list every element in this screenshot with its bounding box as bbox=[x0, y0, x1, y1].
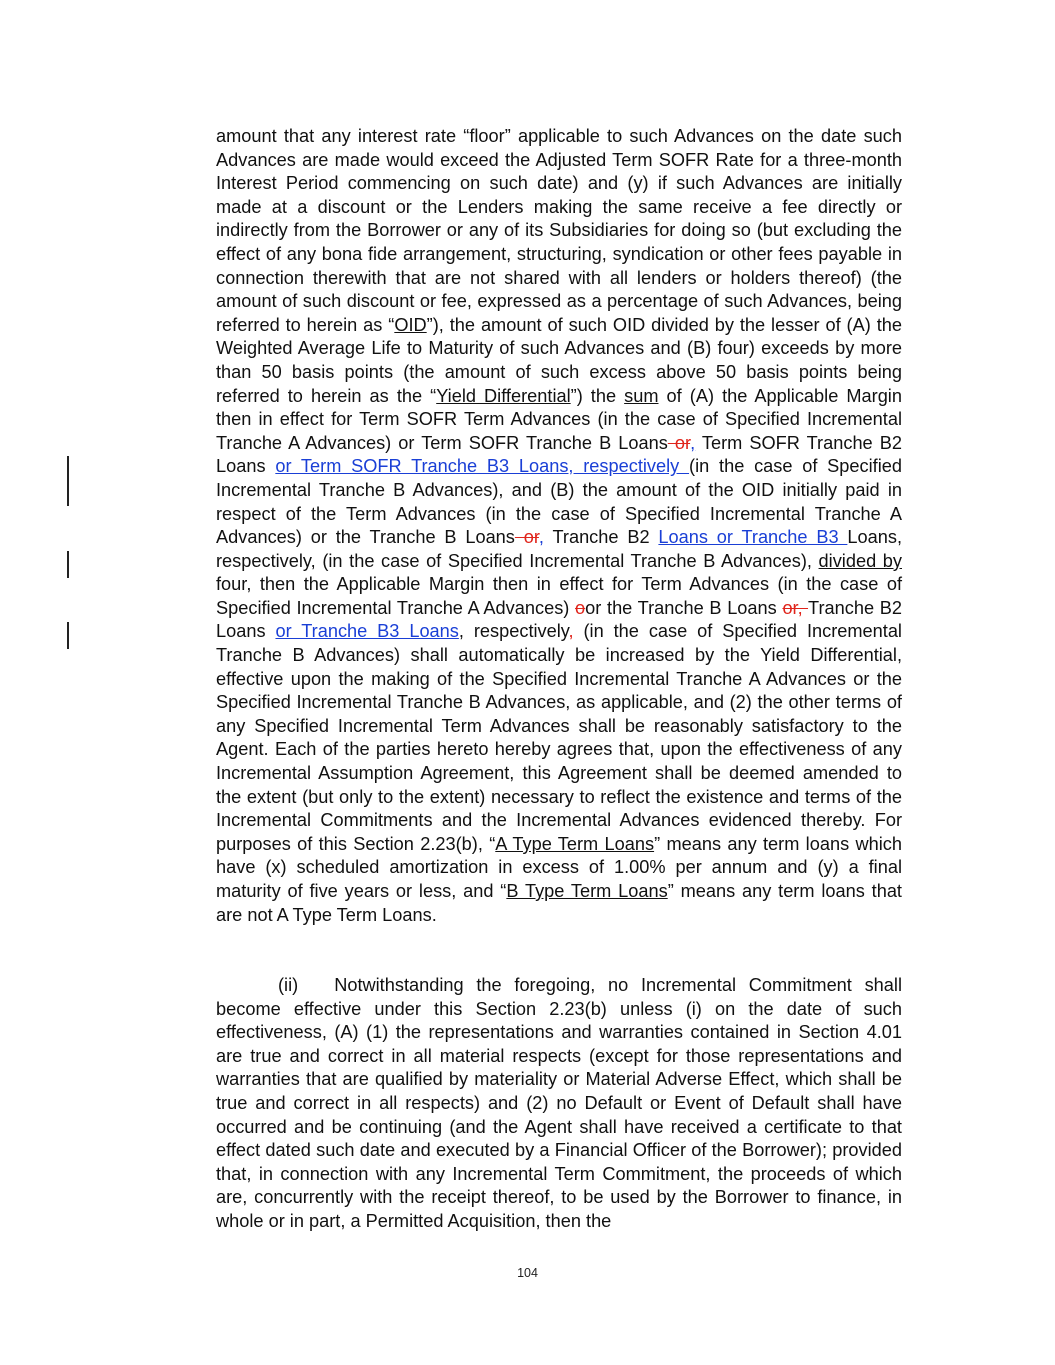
paragraph-text: Loans, respectively, (in the case of Specified Incremental Tranche B Advances), bbox=[216, 527, 902, 571]
paragraph-text: , respectively bbox=[458, 621, 569, 642]
page-number: 104 bbox=[517, 1266, 538, 1280]
deleted-text: or bbox=[667, 432, 691, 453]
paragraph-text: ”), the amount of such OID divided by the lesser of (A) the Weighted Average Life to Maturity of such Advances and (B) four) exceeds by more than 50 basis points (the amount of such excess above 50 basis points being referred to herein as the “ bbox=[216, 314, 902, 406]
paragraph-text: or the Tranche B Loans bbox=[585, 597, 783, 618]
paragraph-text: four, then the Applicable Margin then in effect for Term Advances (in the case of Specified Incremental Tranche A Advances) bbox=[216, 574, 902, 618]
emphasis-divided-by: divided by bbox=[818, 550, 902, 571]
inserted-text: , bbox=[568, 621, 574, 642]
inserted-text: Loans or Tranche B3 bbox=[658, 527, 848, 548]
paragraph-text: amount that any interest rate “floor” applicable to such Advances on the date such Advances are made would exceed the Adjusted Term SOFR Rate for a three-month Interest Period commencing on such date) and (y) if such Advances are initially made at a discount or the Lenders making the same receive a fee directly or indirectly from the Borrower or any of its Subsidiaries for doing so (but excluding the effect of any bona fide arrangement, structuring, syndication or other fees payable in connection therewith that are not shared with all lenders or holders thereof) (the amount of such discount or fee, expressed as a percentage of such Advances, being referred to herein as “ bbox=[216, 126, 902, 335]
continued-paragraph bbox=[216, 125, 902, 927]
paragraph-text: (in the case of Specified Incremental Tranche B Advances), and (B) the amount of the OID initially paid in respect of the Term Advances (in the case of Specified Incremental Tranche A Advances) or the Tranche B Loans bbox=[216, 456, 902, 548]
defined-term-a-type-term-loans: A Type Term Loans bbox=[495, 833, 655, 854]
paragraph-text: (in the case of Specified Incremental Tranche B Advances) shall automatically be increased by the Yield Differential, effective upon the making of the Specified Incremental Tranche A Advances or the Specified Incremental Tranche B Advances, as applicable, and (2) the other terms of any Specified Incremental Term Advances shall be reasonably satisfactory to the Agent. Each of the parties hereto hereby agrees that, upon the effectiveness of any Incremental Assumption Agreement, this Agreement shall be deemed amended to the extent (but only to the extent) necessary to reflect the existence and terms of the Incremental Commitments and the Incremental Advances evidenced thereby. For purposes of this Section 2.23(b), “ bbox=[216, 621, 902, 854]
defined-term-yield-differential: Yield Differential bbox=[436, 385, 571, 406]
paragraph-text: Term SOFR Tranche B2 Loans bbox=[216, 432, 902, 477]
inserted-text: , bbox=[690, 432, 696, 453]
paragraph-enumerator: (ii) bbox=[278, 975, 299, 995]
paragraph-text: ”) the bbox=[570, 385, 625, 406]
paragraph-text: ” means any term loans which have (x) scheduled amortization in excess of 1.00% per annum and (y) a final maturity of five years or less, and “ bbox=[216, 833, 902, 901]
change-bar bbox=[67, 456, 69, 506]
deleted-text: or bbox=[514, 527, 539, 548]
paragraph-text: of (A) the Applicable Margin then in effect for Term SOFR Term Advances (in the case of Specified Incremental Tranche A Advances) or Term SOFR Tranche B Loans bbox=[216, 385, 902, 453]
emphasis-sum: sum bbox=[624, 385, 659, 406]
inserted-text: , bbox=[538, 527, 544, 548]
paragraph-text: Tranche B2 bbox=[543, 527, 659, 548]
defined-term-b-type-term-loans: B Type Term Loans bbox=[506, 881, 668, 901]
paragraph-text: ” means any term loans that are not A Type Term Loans. bbox=[216, 881, 902, 925]
inserted-text: or Term SOFR Tranche B3 Loans, respectively bbox=[275, 456, 690, 477]
paragraph-text: Tranche B2 Loans bbox=[216, 597, 902, 642]
change-bar bbox=[67, 551, 69, 578]
deleted-text: or, bbox=[782, 597, 809, 618]
inserted-text: or Tranche B3 Loans bbox=[275, 621, 459, 642]
defined-term-oid: OID bbox=[394, 314, 427, 335]
deleted-text: o bbox=[575, 597, 586, 618]
paragraph-ii bbox=[216, 974, 902, 1234]
paragraph-text: Notwithstanding the foregoing, no Incremental Commitment shall become effective under this Section 2.23(b) unless (i) on the date of such effectiveness, (A) (1) the representations and warranties contained in Section 4.01 are true and correct in all material respects (except for those representations and warranties that are qualified by materiality or Material Adverse Effect, which shall be true and correct in all respects) and (2) no Default or Event of Default shall have occurred and be continuing (and the Agent shall have received a certificate to that effect dated such date and executed by a Financial Officer of the Borrower); provided that, in connection with any Incremental Term Commitment, the proceeds of which are, concurrently with the receipt thereof, to be used by the Borrower to finance, in whole or in part, a Permitted Acquisition, then the bbox=[216, 975, 902, 1231]
change-bar bbox=[67, 622, 69, 649]
